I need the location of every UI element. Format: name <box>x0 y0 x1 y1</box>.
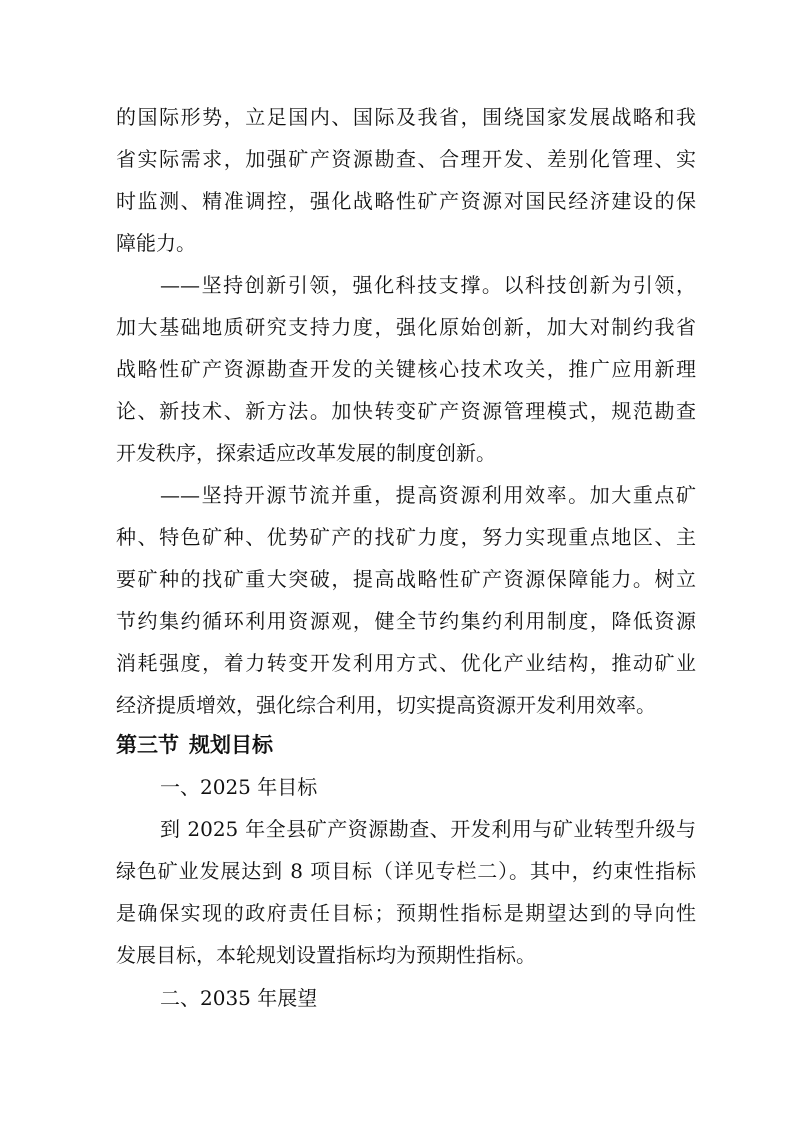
subheading: 二、2035 年展望 <box>160 986 318 1010</box>
text-line: 加大基础地质研究支持力度，强化原始创新，加大对制约我省 <box>116 315 696 339</box>
text-line: 开发秩序，探索适应改革发展的制度创新。 <box>116 441 496 465</box>
text-line: 绿色矿业发展达到 8 项目标（详见专栏二）。其中，约束性指标 <box>116 859 696 883</box>
text-line: 时监测、精准调控，强化战略性矿产资源对国民经济建设的保 <box>116 189 696 213</box>
text-line: ——坚持创新引领，强化科技支撑。以科技创新为引领， <box>160 273 696 297</box>
text-line: 经济提质增效，强化综合利用，切实提高资源开发利用效率。 <box>116 693 656 717</box>
text-line: 是确保实现的政府责任目标；预期性指标是期望达到的导向性 <box>116 901 696 925</box>
text-line: 发展目标，本轮规划设置指标均为预期性指标。 <box>116 943 536 967</box>
text-line: 种、特色矿种、优势矿产的找矿力度，努力实现重点地区、主 <box>116 525 696 549</box>
text-line: ——坚持开源节流并重，提高资源利用效率。加大重点矿 <box>160 483 696 507</box>
text-line: 到 2025 年全县矿产资源勘查、开发利用与矿业转型升级与 <box>160 817 696 841</box>
text-line: 障能力。 <box>116 231 196 255</box>
subheading: 一、2025 年目标 <box>160 775 318 799</box>
text-line: 节约集约循环利用资源观，健全节约集约利用制度，降低资源 <box>116 609 696 633</box>
section-heading <box>116 730 273 760</box>
text-line: 论、新技术、新方法。加快转变矿产资源管理模式，规范勘查 <box>116 399 696 423</box>
text-line: 的国际形势，立足国内、国际及我省，围绕国家发展战略和我 <box>116 105 696 129</box>
section-title: 规划目标 <box>189 733 273 757</box>
section-number: 第三节 <box>116 733 179 757</box>
text-line: 要矿种的找矿重大突破，提高战略性矿产资源保障能力。树立 <box>116 567 696 591</box>
text-line: 省实际需求，加强矿产资源勘查、合理开发、差别化管理、实 <box>116 147 696 171</box>
text-line: 战略性矿产资源勘查开发的关键核心技术攻关，推广应用新理 <box>116 357 696 381</box>
text-line: 消耗强度，着力转变开发利用方式、优化产业结构，推动矿业 <box>116 651 696 675</box>
